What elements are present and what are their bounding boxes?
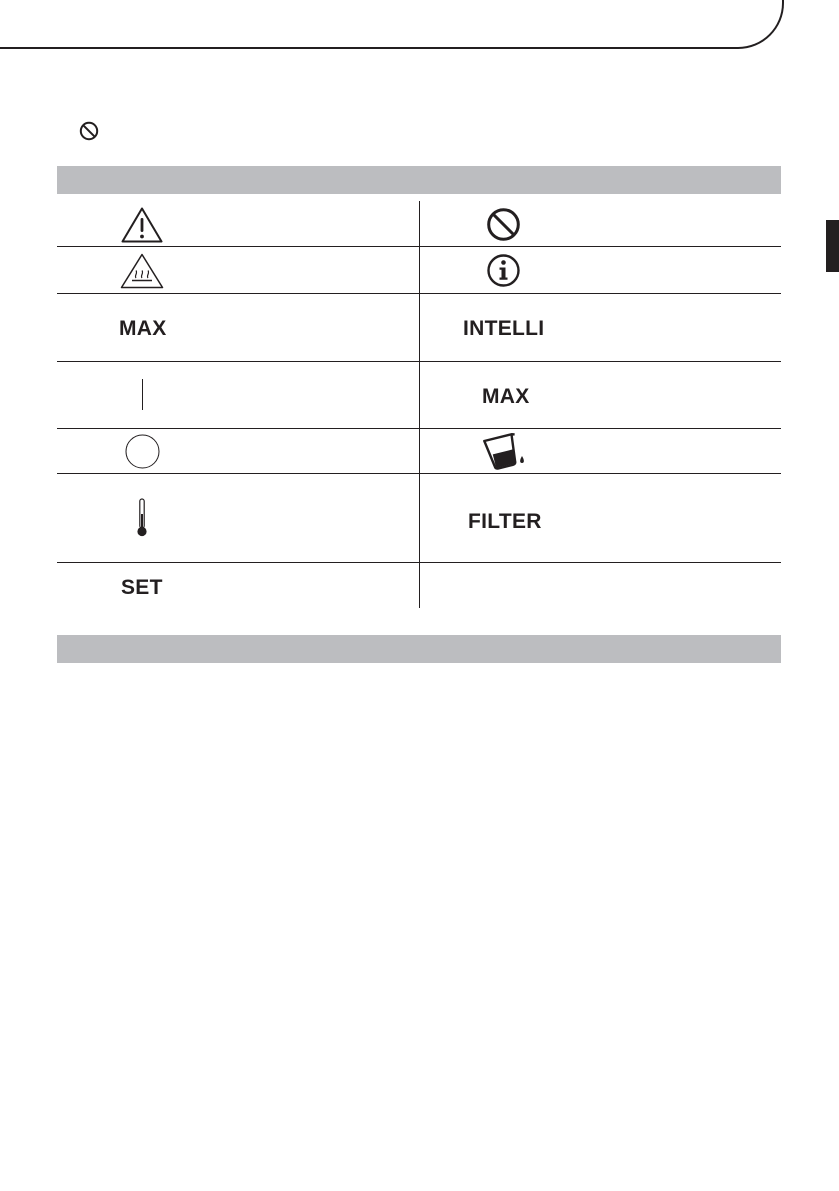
intelli-symbol: INTELLI	[463, 317, 545, 340]
page-corner-line	[0, 0, 784, 49]
section-header-band	[57, 635, 781, 663]
thermometer-icon	[135, 498, 149, 538]
max-symbol: MAX	[119, 317, 167, 340]
info-icon	[486, 253, 521, 288]
cup-pour-icon	[482, 432, 530, 470]
filter-symbol: FILTER	[468, 510, 542, 533]
section-side-tab	[826, 220, 839, 272]
hot-surface-icon	[119, 252, 165, 290]
prohibition-icon	[486, 207, 521, 242]
column-divider	[419, 201, 420, 608]
set-symbol: SET	[121, 576, 163, 599]
vertical-line-symbol	[142, 379, 143, 410]
table-header-band	[57, 166, 781, 194]
circle-symbol	[125, 434, 160, 469]
prohibition-icon	[79, 121, 99, 141]
max-symbol: MAX	[482, 385, 530, 408]
warning-triangle-icon	[120, 206, 164, 244]
